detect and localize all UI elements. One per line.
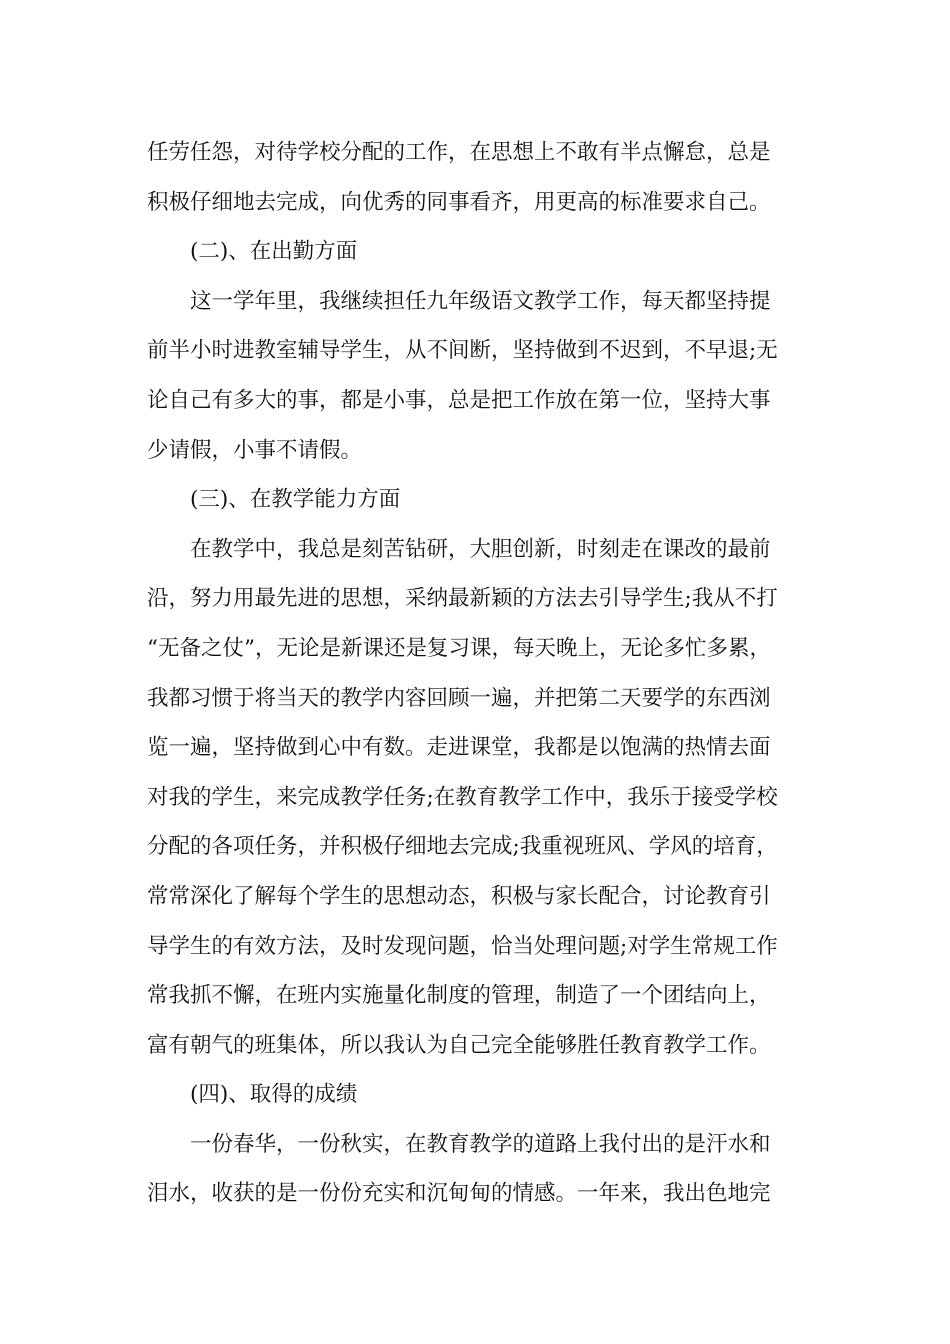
text-line: 对我的学生，来完成教学任务;在教育教学工作中，我乐于接受学校 (147, 784, 778, 810)
paragraph-first-line: 在教学中，我总是刻苦钻研，大胆创新，时刻走在课改的最前 (190, 536, 771, 562)
text-line: 览一遍，坚持做到心中有数。走进课堂，我都是以饱满的热情去面 (147, 735, 771, 761)
paragraph-first-line: 一份春华，一份秋实，在教育教学的道路上我付出的是汗水和 (190, 1131, 771, 1157)
text-line: 泪水，收获的是一份份充实和沉甸甸的情感。一年来，我出色地完 (147, 1181, 771, 1207)
paragraph-first-line: (四)、取得的成绩 (190, 1082, 358, 1108)
text-line: 常我抓不懈，在班内实施量化制度的管理，制造了一个团结向上， (147, 983, 771, 1009)
text-line: 导学生的有效方法，及时发现问题，恰当处理问题;对学生常规工作 (147, 933, 778, 959)
document-body (147, 128, 827, 1219)
text-line: 论自己有多大的事，都是小事，总是把工作放在第一位，坚持大事 (147, 387, 771, 413)
text-line: 沿，努力用最先进的思想，采纳最新颖的方法去引导学生;我从不打 (147, 586, 778, 612)
paragraph-first-line: (二)、在出勤方面 (190, 239, 358, 265)
text-line: 富有朝气的班集体，所以我认为自己完全能够胜任教育教学工作。 (147, 1032, 771, 1058)
text-line: 少请假，小事不请假。 (147, 437, 363, 463)
text-line: 我都习惯于将当天的教学内容回顾一遍，并把第二天要学的东西浏 (147, 685, 771, 711)
paragraph-first-line: (三)、在教学能力方面 (190, 487, 401, 513)
text-line: “无备之仗”，无论是新课还是复习课，每天晚上，无论多忙多累， (147, 635, 771, 661)
text-line: 常常深化了解每个学生的思想动态，积极与家长配合，讨论教育引 (147, 883, 771, 909)
text-line: 前半小时进教室辅导学生，从不间断，坚持做到不迟到，不早退;无 (147, 338, 778, 364)
paragraph-first-line: 这一学年里，我继续担任九年级语文教学工作，每天都坚持提 (190, 288, 771, 314)
text-line: 积极仔细地去完成，向优秀的同事看齐，用更高的标准要求自己。 (147, 189, 771, 215)
text-line: 任劳任怨，对待学校分配的工作，在思想上不敢有半点懈怠，总是 (147, 140, 771, 165)
text-line: 分配的各项任务，并积极仔细地去完成;我重视班风、学风的培育， (147, 834, 778, 860)
